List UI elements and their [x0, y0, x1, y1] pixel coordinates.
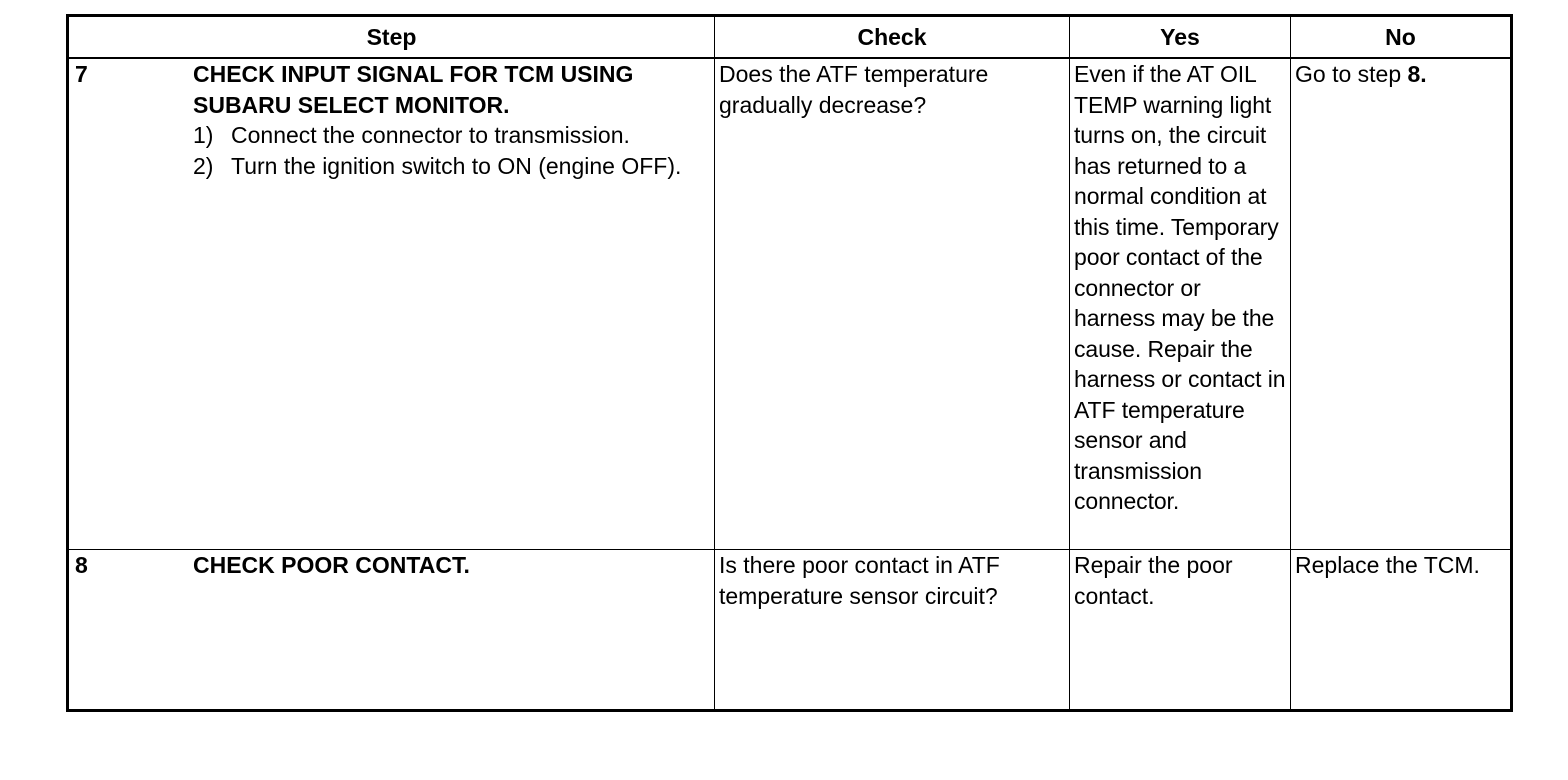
step-cell [68, 58, 715, 550]
substep-list [193, 120, 704, 181]
check-text: Does the ATF temperature gradually decrease? [719, 61, 989, 118]
check-cell [715, 58, 1070, 550]
yes-cell [1070, 58, 1291, 550]
yes-text: Repair the poor contact. [1074, 552, 1233, 609]
step-number: 8 [75, 552, 88, 579]
step-title [193, 59, 704, 120]
no-cell [1291, 550, 1512, 711]
substep-item [193, 151, 704, 182]
step-title: CHECK POOR CONTACT. [193, 552, 470, 579]
step-body [193, 550, 714, 581]
check-cell [715, 550, 1070, 711]
yes-cell [1070, 550, 1291, 711]
substep-text: Connect the connector to transmission. [231, 122, 630, 148]
no-text: Replace the TCM. [1295, 552, 1480, 579]
no-cell [1291, 58, 1512, 550]
table-header-row [68, 16, 1512, 59]
no-text-prefix: Go to step [1295, 61, 1408, 87]
header-step: Step [68, 16, 715, 59]
step-body [193, 59, 714, 181]
diagnostic-table [66, 14, 1513, 712]
table-row [68, 58, 1512, 550]
step-reference: 8. [1407, 61, 1427, 87]
step-title-line-1: CHECK INPUT SIGNAL FOR TCM USING [193, 61, 634, 87]
table-row [68, 550, 1512, 711]
header-no: No [1291, 16, 1512, 59]
substep-number: 2) [193, 152, 214, 179]
step-title-line-2: SUBARU SELECT MONITOR. [193, 91, 510, 118]
header-check: Check [715, 16, 1070, 59]
check-text: Is there poor contact in ATF temperature sensor circuit? [719, 552, 1000, 609]
substep-item [193, 120, 704, 151]
step-number: 7 [75, 61, 88, 87]
step-cell [68, 550, 715, 711]
yes-text: Even if the AT OIL TEMP warning light turns on, the circuit has returned to a normal condition at this time. Temporary poor contact of the connector or harness may be the cause. Repair the harness or contact in ATF temperature sensor and transmission connector. [1074, 61, 1286, 514]
no-text [1295, 59, 1506, 90]
substep-number: 1) [193, 122, 214, 148]
header-yes: Yes [1070, 16, 1291, 59]
substep-text: Turn the ignition switch to ON (engine OFF). [231, 152, 682, 179]
